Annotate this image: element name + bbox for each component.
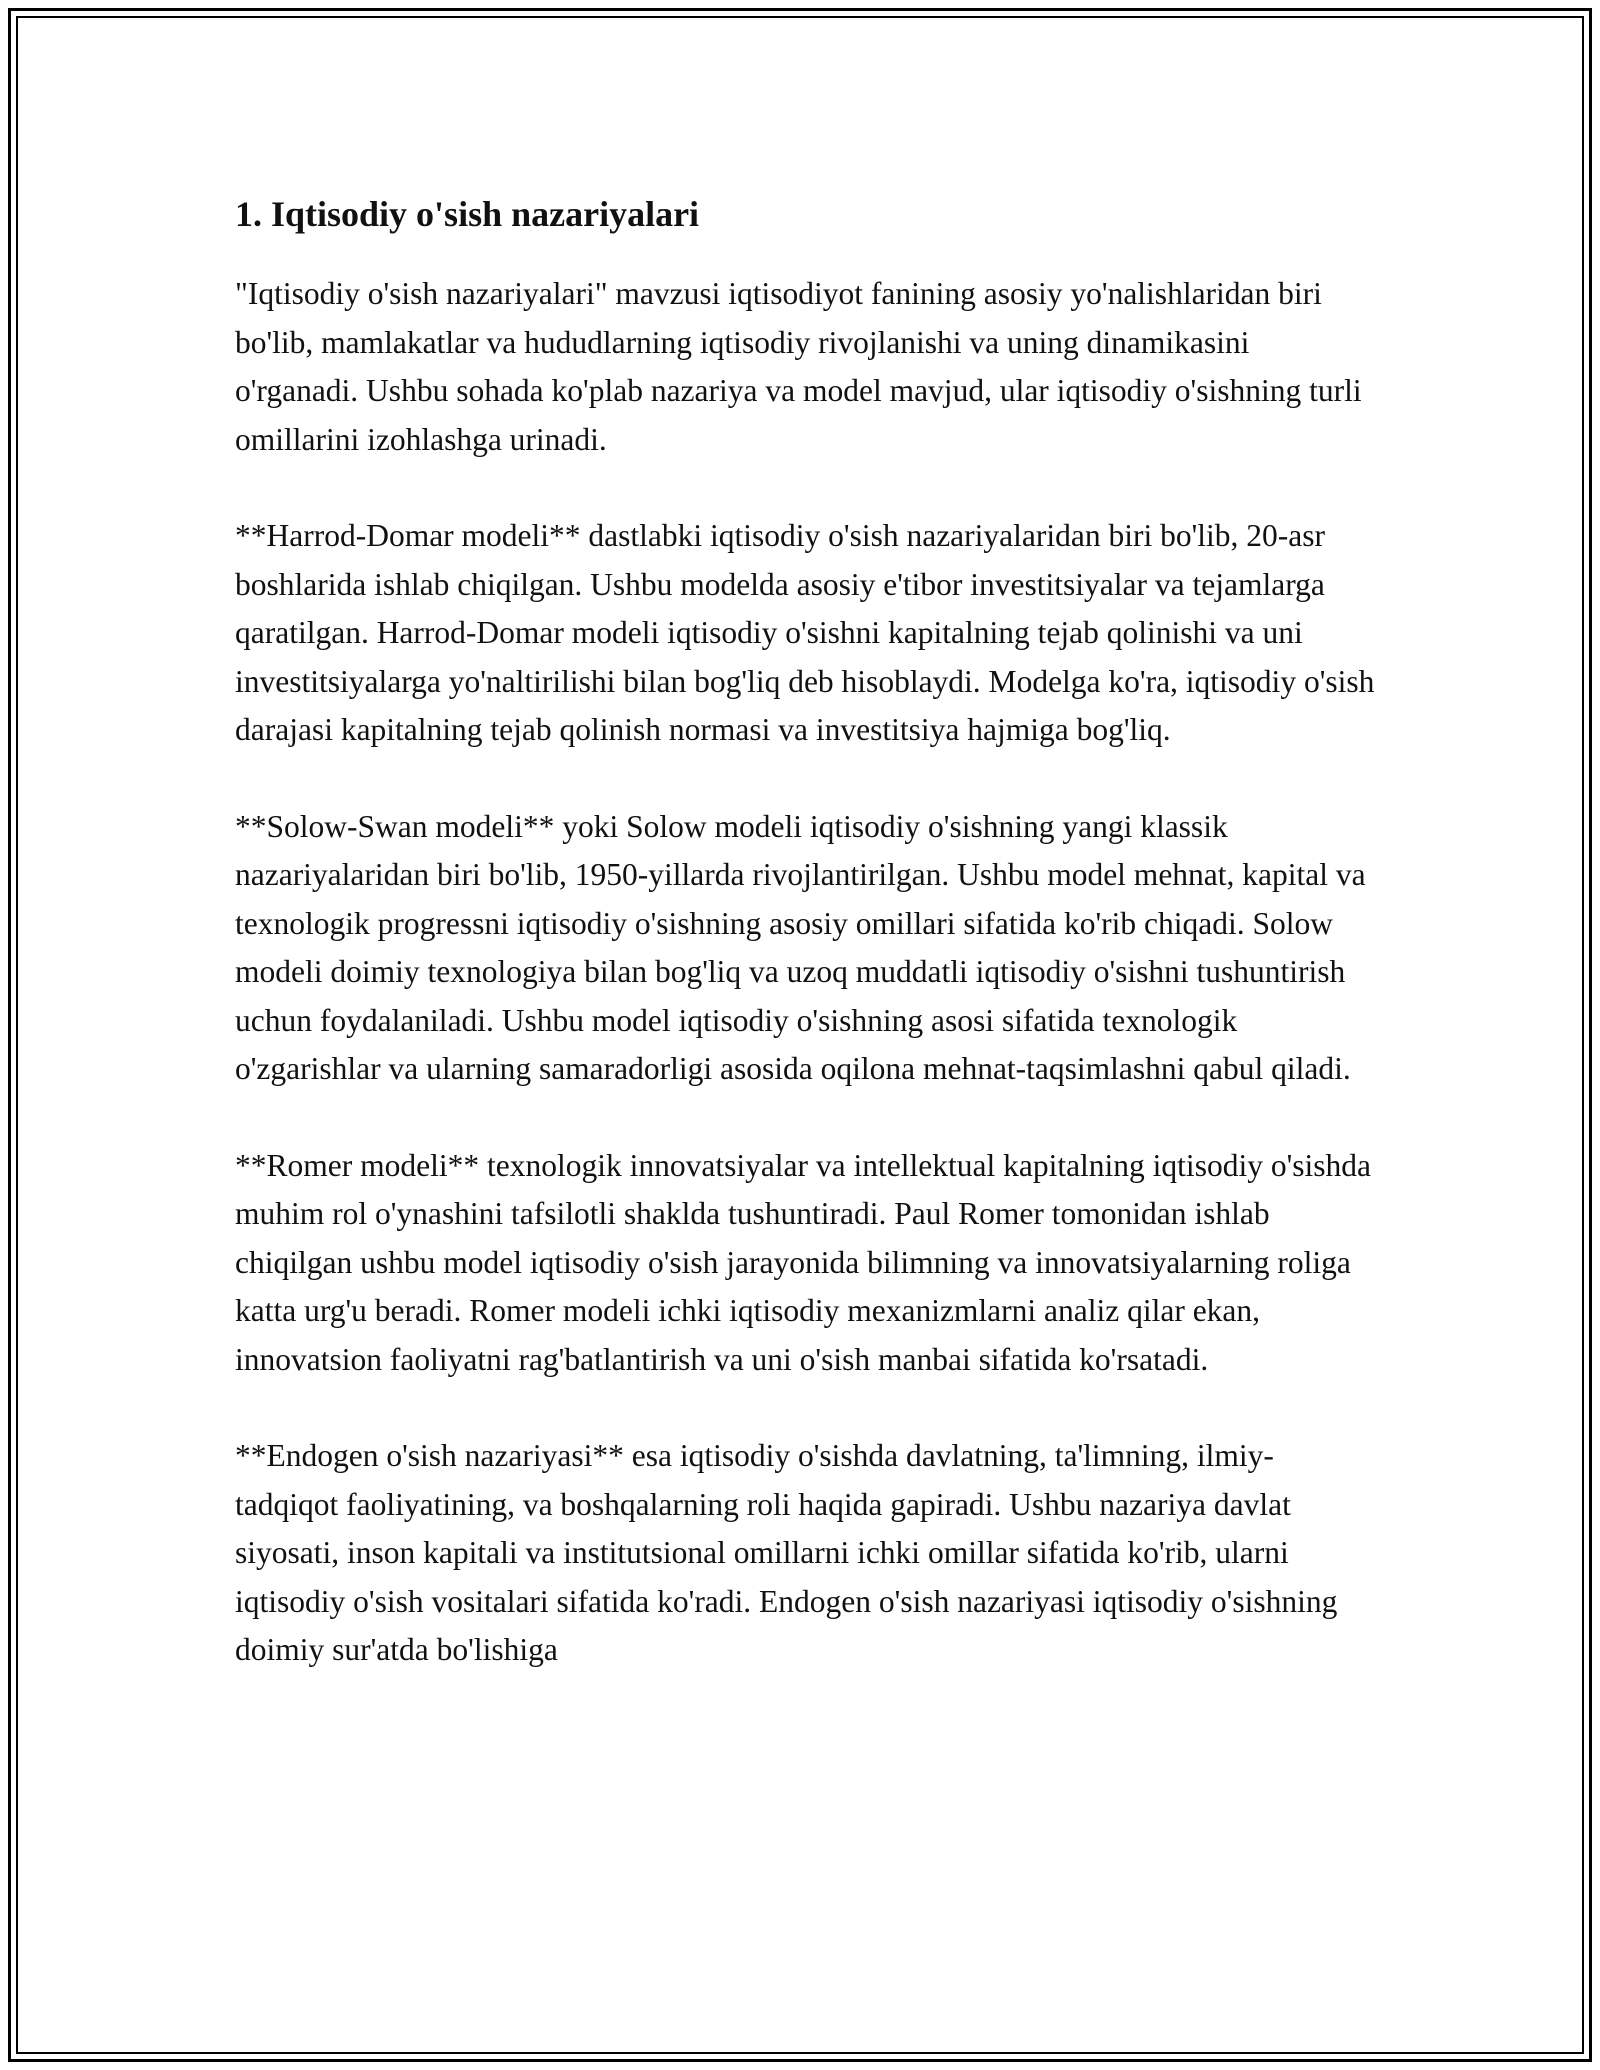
document-body xyxy=(235,186,1375,1723)
paragraph-endogenous: **Endogen o'sish nazariyasi** esa iqtisodiy o'sishda davlatning, ta'limning, ilmiy-tadqiqot faoliyatining, va boshqalarning roli haqida gapiradi. Ushbu nazariya davlat siyosati, inson kapitali va institutsional omillarni ichki omillar sifatida ko'rib, ularni iqtisodiy o'sish vositalari sifatida ko'radi. Endogen o'sish nazariyasi iqtisodiy o'sishning doimiy sur'atda bo'lishiga xyxy=(235,1438,1338,1667)
paragraph-intro: "Iqtisodiy o'sish nazariyalari" mavzusi iqtisodiyot fanining asosiy yo'nalishlaridan biri bo'lib, mamlakatlar va hududlarning iqtisodiy rivojlanishi va uning dinamikasini o'rganadi. Ushbu sohada ko'plab nazariya va model mavjud, ular iqtisodiy o'sishning turli omillarini izohlashga urinadi. xyxy=(235,276,1362,457)
section-title: 1. Iqtisodiy o'sish nazariyalari xyxy=(235,194,700,234)
paragraph-romer: **Romer modeli** texnologik innovatsiyalar va intellektual kapitalning iqtisodiy o'sishda muhim rol o'ynashini tafsilotli shaklda tushuntiradi. Paul Romer tomonidan ishlab chiqilgan ushbu model iqtisodiy o'sish jarayonida bilimning va innovatsiyalarning roliga katta urg'u beradi. Romer modeli ichki iqtisodiy mexanizmlarni analiz qilar ekan, innovatsion faoliyatni rag'batlantirish va uni o'sish manbai sifatida ko'rsatadi. xyxy=(235,1147,1371,1377)
paragraph-solow-swan: **Solow-Swan modeli** yoki Solow modeli iqtisodiy o'sishning yangi klassik nazariyalaridan biri bo'lib, 1950-yillarda rivojlantirilgan. Ushbu model mehnat, kapital va texnologik progressni iqtisodiy o'sishning asosiy omillari sifatida ko'rib chiqadi. Solow modeli doimiy texnologiya bilan bog'liq va uzoq muddatli iqtisodiy o'sishni tushuntirish uchun foydalaniladi. Ushbu model iqtisodiy o'sishning asosi sifatida texnologik o'zgarishlar va ularning samaradorligi asosida oqilona mehnat-taqsimlashni qabul qiladi. xyxy=(235,808,1366,1086)
paragraph-harrod-domar: **Harrod-Domar modeli** dastlabki iqtisodiy o'sish nazariyalaridan biri bo'lib, 20-asr boshlarida ishlab chiqilgan. Ushbu modelda asosiy e'tibor investitsiyalar va tejamlarga qaratilgan. Harrod-Domar modeli iqtisodiy o'sishni kapitalning tejab qolinishi va uni investitsiyalarga yo'naltirilishi bilan bog'liq deb hisoblaydi. Modelga ko'ra, iqtisodiy o'sish darajasi kapitalning tejab qolinish normasi va investitsiya hajmiga bog'liq. xyxy=(235,518,1375,747)
